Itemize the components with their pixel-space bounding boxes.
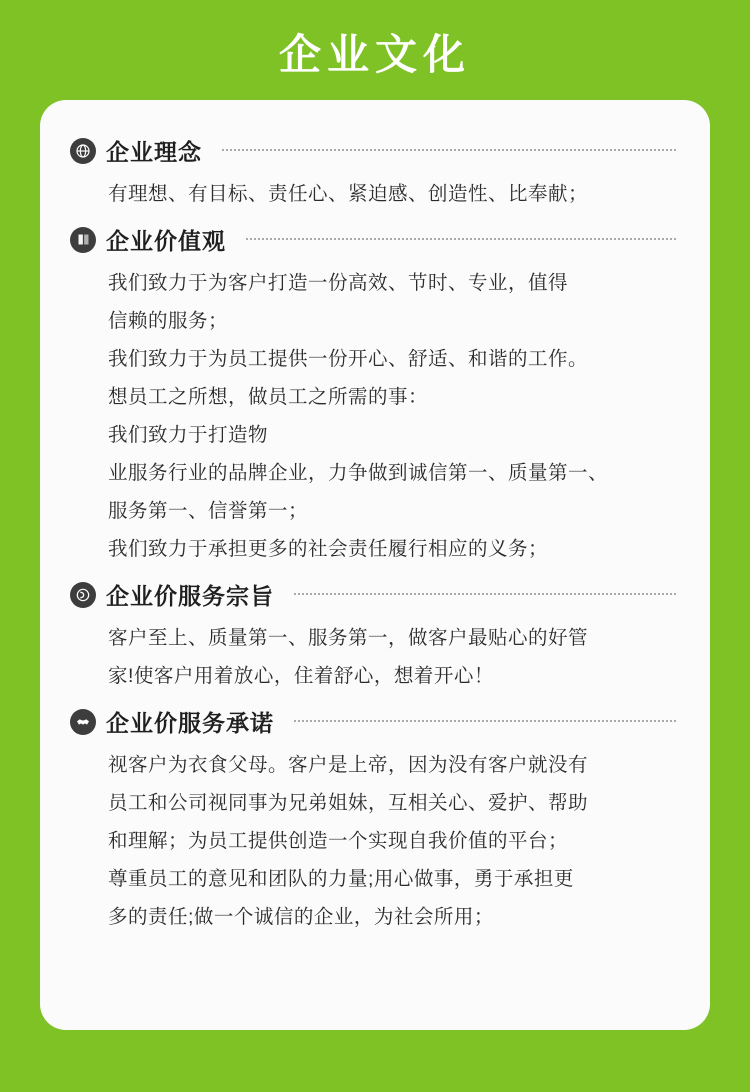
paragraph: 有理想、有目标、责任心、紧迫感、创造性、比奉献； xyxy=(108,183,589,206)
paragraph: 信赖的服务； xyxy=(108,310,229,333)
paragraph: 多的责任;做一个诚信的企业，为社会所用； xyxy=(108,906,494,929)
target-icon xyxy=(70,582,96,608)
paragraph: 员工和公司视同事为兄弟姐妹，互相关心、爱护、帮助 xyxy=(108,792,589,815)
section-title: 企业价值观 xyxy=(106,228,226,255)
section-header xyxy=(70,705,680,738)
paragraph: 我们致力于承担更多的社会责任履行相应的义务； xyxy=(108,538,549,561)
section-header xyxy=(70,134,680,167)
section-body xyxy=(70,619,680,695)
section-body xyxy=(70,746,680,936)
section-title: 企业价服务承诺 xyxy=(106,710,274,737)
content-card xyxy=(40,100,710,1030)
paragraph: 我们致力于打造物 xyxy=(108,424,269,447)
globe-icon xyxy=(70,138,96,164)
paragraph: 业服务行业的品牌企业，力争做到诚信第一、质量第一、 xyxy=(108,462,609,485)
paragraph: 尊重员工的意见和团队的力量;用心做事，勇于承担更 xyxy=(108,868,574,891)
divider-dotted xyxy=(294,720,676,723)
section-corporate-values xyxy=(70,223,680,568)
section-corporate-philosophy xyxy=(70,134,680,213)
divider-dotted xyxy=(246,238,676,241)
paragraph: 我们致力于为员工提供一份开心、舒适、和谐的工作。 xyxy=(108,348,589,371)
paragraph: 和理解；为员工提供创造一个实现自我价值的平台； xyxy=(108,830,569,853)
paragraph: 想员工之所想，做员工之所需的事： xyxy=(108,386,429,409)
handshake-icon xyxy=(70,709,96,735)
paragraph: 视客户为衣食父母。客户是上帝，因为没有客户就没有 xyxy=(108,754,589,777)
paragraph: 我们致力于为客户打造一份高效、节时、专业，值得 xyxy=(108,272,569,295)
section-header xyxy=(70,223,680,256)
section-title: 企业价服务宗旨 xyxy=(106,583,274,610)
section-body xyxy=(70,175,680,213)
divider-dotted xyxy=(294,593,676,596)
paragraph: 服务第一、信誉第一； xyxy=(108,500,309,523)
section-body xyxy=(70,264,680,568)
divider-dotted xyxy=(222,149,676,152)
section-service-purpose xyxy=(70,578,680,695)
section-title: 企业理念 xyxy=(106,139,202,166)
page-title: 企业文化 xyxy=(278,31,471,78)
section-service-commitment xyxy=(70,705,680,936)
paragraph: 客户至上、质量第一、服务第一，做客户最贴心的好管 xyxy=(108,627,589,650)
book-icon xyxy=(70,227,96,253)
section-header xyxy=(70,578,680,611)
paragraph: 家!使客户用着放心，住着舒心，想着开心！ xyxy=(108,665,494,688)
